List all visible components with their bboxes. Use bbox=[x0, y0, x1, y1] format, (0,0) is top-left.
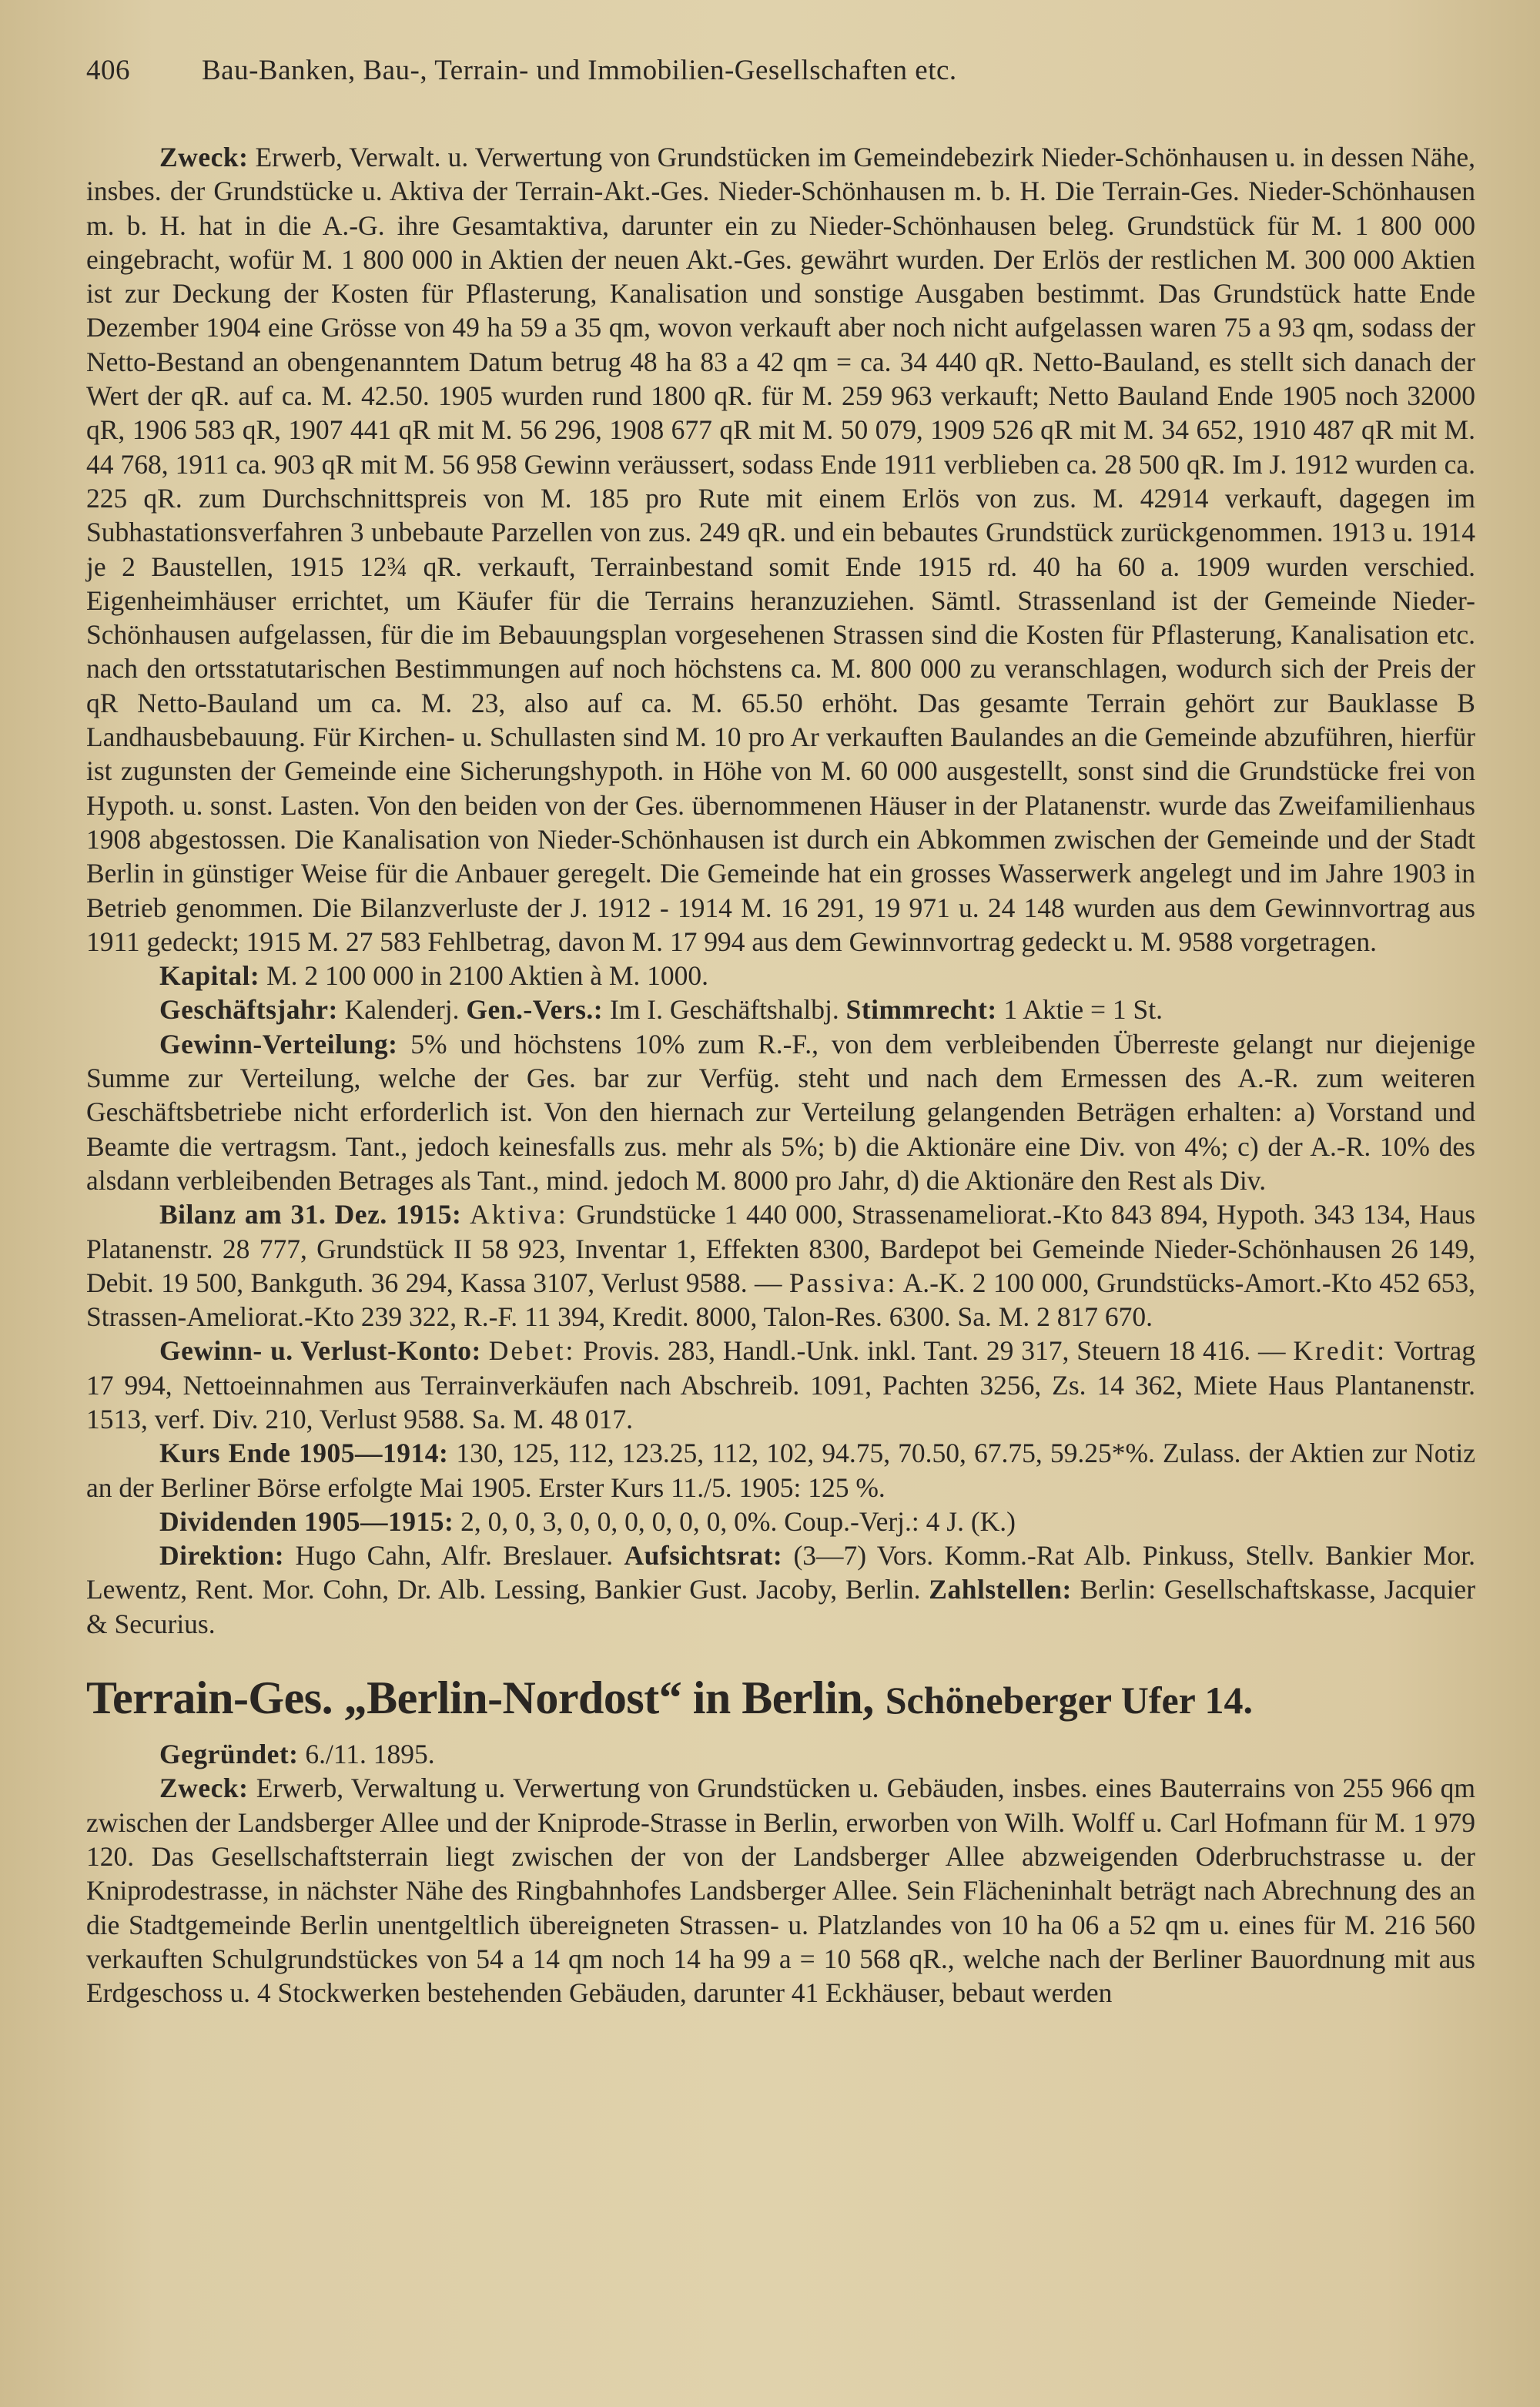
gewinn-verlust-label: Gewinn- u. Verlust-Konto: bbox=[159, 1335, 481, 1367]
dividenden-text: 2, 0, 0, 3, 0, 0, 0, 0, 0, 0, 0%. Coup.-Verj.: 4 J. (K.) bbox=[460, 1505, 1016, 1537]
running-title: Bau-Banken, Bau-, Terrain- und Immobilien-Gesellschaften etc. bbox=[202, 55, 957, 86]
kurs-paragraph bbox=[86, 1436, 1475, 1505]
aufsichtsrat-text: (3—7) Vors. Komm.-Rat Alb. Pinkuss, Stellv. Bankier Mor. Lewentz, Rent. Mor. Cohn, Dr. Alb. Lessing, Bankier Gust. Jacoby, Berlin. bbox=[86, 1540, 1476, 1605]
page-header bbox=[86, 54, 1475, 103]
zweck-paragraph bbox=[86, 140, 1475, 959]
bilanz-paragraph bbox=[86, 1197, 1475, 1334]
debet-label: Debet: bbox=[488, 1335, 576, 1367]
zweck-text: Erwerb, Verwalt. u. Verwertung von Grundstücken im Gemeindebezirk Nieder-Schönhausen u. in dessen Nähe, insbes. der Grundstücke u. Aktiva der Terrain-Akt.-Ges. Nieder-Schönhausen m. b. H. Die Terrain-Ges. Nieder-Schönhausen m. b. H. hat in die A.-G. ihre Gesamtaktiva, darunter ein zu Nieder-Schönhausen beleg. Grundstück für M. 1 800 000 eingebracht, wofür M. 1 800 000 in Aktien der neuen Akt.-Ges. gewährt wurden. Der Erlös der restlichen M. 300 000 Aktien ist zur Deckung der Kosten für Pflasterung, Kanalisation und sonstige Ausgaben bestimmt. Das Grundstück hatte Ende Dezember 1904 eine Grösse von 49 ha 59 a 35 qm, wovon verkauft aber noch nicht aufgelassen waren 75 a 93 qm, sodass der Netto-Bestand an obengenanntem Datum betrug 48 ha 83 a 42 qm = ca. 34 440 qR. Netto-Bauland, es stellt sich danach der Wert der qR. auf ca. M. 42.50. 1905 wurden rund 1800 qR. für M. 259 963 verkauft; Netto Bauland Ende 1905 noch 32000 qR, 1906 583 qR, 1907 441 qR mit M. 56 296, 1908 677 qR mit M. 50 079, 1909 526 qR mit M. 34 652, 1910 487 qR mit M. 44 768, 1911 ca. 903 qR mit M. 56 958 Gewinn veräussert, sodass Ende 1911 verblieben ca. 28 500 qR. Im J. 1912 wurden ca. 225 qR. zum Durchschnittspreis von M. 185 pro Rute mit einem Erlös von zus. M. 42914 verkauft, dagegen im Subhastationsverfahren 3 unbebaute Parzellen von zus. 249 qR. und ein bebautes Grundstück zurückgenommen. 1913 u. 1914 je 2 Baustellen, 1915 12¾ qR. verkauft, Terrainbestand somit Ende 1915 rd. 40 ha 60 a. 1909 wurden verschied. Eigenheimhäuser errichtet, um Käufer für die Terrains heranzuziehen. Sämtl. Strassenland ist der Gemeinde Nieder-Schönhausen aufgelassen, für die im Bebauungsplan vorgesehenen Strassen sind die Kosten für Pflasterung, Kanalisation etc. nach den ortsstatutarischen Bestimmungen auf noch höchstens ca. M. 800 000 zu veranschlagen, wodurch sich der Preis der qR Netto-Bauland um ca. M. 23, also auf ca. M. 65.50 erhöht. Das gesamte Terrain gehört zur Bauklasse B Landhausbebauung. Für Kirchen- u. Schullasten sind M. 10 pro Ar verkauften Baulandes an die Gemeinde abzuführen, hierfür ist zugunsten der Gemeinde eine Sicherungshypoth. in Höhe von M. 60 000 ausgestellt, sonst sind die Grundstücke frei von Hypoth. u. sonst. Lasten. Von den beiden von der Ges. übernommenen Häuser in der Platanenstr. wurde das Zweifamilienhaus 1908 abgestossen. Die Kanalisation von Nieder-Schönhausen ist durch ein Abkommen zwischen der Gemeinde und der Stadt Berlin in günstiger Weise für die Anbauer geregelt. Die Gemeinde hat ein grosses Wasserwerk angelegt und im Jahre 1903 in Betrieb genommen. Die Bilanzverluste der J. 1912 - 1914 M. 16 291, 19 971 u. 24 148 wurden aus dem Gewinnvortrag aus 1911 gedeckt; 1915 M. 27 583 Fehlbetrag, davon M. 17 994 aus dem Gewinnvortrag gedeckt u. M. 9588 vorgetragen. bbox=[86, 142, 1476, 957]
geschaeftsjahr-paragraph bbox=[86, 993, 1475, 1026]
page-number: 406 bbox=[86, 55, 130, 86]
company-entry-berlin-nordost bbox=[86, 1667, 1475, 2010]
passiva-label: Passiva: bbox=[788, 1267, 898, 1298]
kurs-label: Kurs Ende 1905—1914: bbox=[159, 1438, 449, 1469]
gewinn-verteilung-text: 5% und höchstens 10% zum R.-F., von dem verbleibenden Überreste gelangt nur diejenige Summe zur Verteilung, welche der Ges. bar zur Verfüg. steht und nach dem Ermessen des A.-R. zum weiteren Geschäftsbetriebe nicht erforderlich ist. Von den hiernach zur Verteilung gelangenden Beträgen erhalten: a) Vorstand und Beamte die vertragsm. Tant., jedoch keinesfalls zus. mehr als 5%; b) die Aktionäre eine Div. von 4%; c) der A.-R. 10% des alsdann verbleibenden Betrages als Tant., mind. jedoch M. 8000 pro Jahr, d) die Aktionäre den Rest als Div. bbox=[86, 1028, 1476, 1196]
gewinn-verteilung-paragraph bbox=[86, 1027, 1475, 1197]
direktion-paragraph bbox=[86, 1538, 1475, 1641]
dividenden-label: Dividenden 1905—1915: bbox=[159, 1505, 454, 1537]
direktion-label: Direktion: bbox=[159, 1540, 285, 1572]
kapital-text: M. 2 100 000 in 2100 Aktien à M. 1000. bbox=[266, 960, 709, 992]
kurs-text: 130, 125, 112, 123.25, 112, 102, 94.75, 70.50, 67.75, 59.25*%. Zulass. der Aktien zur Notiz an der Berliner Börse erfolgte Mai 1905. Erster Kurs 11./5. 1905: 125 %. bbox=[86, 1438, 1476, 1503]
direktion-text: Hugo Cahn, Alfr. Breslauer. bbox=[295, 1540, 614, 1572]
company-address: Schöneberger Ufer 14. bbox=[885, 1679, 1253, 1722]
zahlstellen-text: Berlin: Gesellschaftskasse, Jacquier & Securius. bbox=[86, 1574, 1476, 1639]
gegruendet-paragraph bbox=[86, 1737, 1475, 1771]
kapital-label: Kapital: bbox=[159, 960, 260, 992]
passiva-text: A.-K. 2 100 000, Grundstücks-Amort.-Kto 452 653, Strassen-Ameliorat.-Kto 239 322, R.-F. 11 394, Kredit. 8000, Talon-Res. 6300. Sa. M. 2 817 670. bbox=[86, 1267, 1475, 1333]
gen-vers-text: Im I. Geschäftshalbj. bbox=[609, 994, 839, 1026]
kapital-paragraph bbox=[86, 959, 1475, 993]
stimmrecht-label: Stimmrecht: bbox=[845, 994, 997, 1026]
zweck2-text: Erwerb, Verwaltung u. Verwertung von Grundstücken u. Gebäuden, insbes. eines Bauterrains von 255 966 qm zwischen der Landsberger Allee und der Kniprode-Strasse in Berlin, erworben von Wilh. Wolff u. Carl Hofmann für M. 1 979 120. Das Gesellschaftsterrain liegt zwischen der von der Landsberger Allee abzweigenden Oderbruchstrasse u. der Kniprodestrasse, in nächster Nähe des Ringbahnhofes Landsberger Allee. Sein Flächeninhalt beträgt nach Abrechnung des an die Stadtgemeinde Berlin unentgeltlich übereigneten Strassen- u. Platzlandes von 10 ha 06 a 52 qm u. eines für M. 216 560 verkauften Schulgrundstückes von 54 a 14 qm noch 14 ha 99 a = 10 568 qR., welche nach der Berliner Bauordnung mit aus Erdgeschoss u. 4 Stockwerken bestehenden Gebäuden, darunter 41 Eckhäuser, bebaut werden bbox=[86, 1773, 1476, 2009]
bilanz-label: Bilanz am 31. Dez. 1915: bbox=[159, 1199, 462, 1230]
dividenden-paragraph bbox=[86, 1505, 1475, 1538]
gegruendet-label: Gegründet: bbox=[159, 1739, 299, 1770]
aufsichtsrat-label: Aufsichtsrat: bbox=[624, 1540, 783, 1572]
geschaeftsjahr-text: Kalenderj. bbox=[344, 994, 460, 1026]
aktiva-label: Aktiva: bbox=[470, 1199, 568, 1230]
geschaeftsjahr-label: Geschäftsjahr: bbox=[159, 994, 338, 1026]
zweck2-paragraph bbox=[86, 1771, 1475, 2010]
stimmrecht-text: 1 Aktie = 1 St. bbox=[1003, 994, 1163, 1026]
gen-vers-label: Gen.-Vers.: bbox=[466, 994, 604, 1026]
gegruendet-text: 6./11. 1895. bbox=[305, 1739, 435, 1770]
kredit-text: Vortrag 17 994, Nettoeinnahmen aus Terrainverkäufen nach Abschreib. 1091, Pachten 3256, Zs. 14 362, Miete Haus Plantanenstr. 1513, verf. Div. 210, Verlust 9588. Sa. M. 48 017. bbox=[86, 1335, 1476, 1434]
gewinn-verteilung-label: Gewinn-Verteilung: bbox=[159, 1028, 398, 1060]
company-name: Terrain-Ges. „Berlin-Nordost“ in Berlin, bbox=[86, 1672, 874, 1724]
company-title bbox=[86, 1667, 1475, 1731]
debet-text: Provis. 283, Handl.-Unk. inkl. Tant. 29 317, Steuern 18 416. — bbox=[583, 1335, 1286, 1367]
zweck2-label: Zweck: bbox=[159, 1773, 249, 1804]
kredit-label: Kredit: bbox=[1293, 1335, 1387, 1367]
gewinn-verlust-paragraph bbox=[86, 1334, 1475, 1436]
zweck-label: Zweck: bbox=[159, 142, 249, 172]
aktiva-text: Grundstücke 1 440 000, Strassenameliorat.-Kto 843 894, Hypoth. 343 134, Haus Platanenstr. 28 777, Grundstück II 58 923, Inventar 1, Effekten 8300, Bardepot bei Gemeinde Nieder-Schönhausen 26 149, Debit. 19 500, Bankguth. 36 294, Kassa 3107, Verlust 9588. — bbox=[86, 1199, 1476, 1298]
zahlstellen-label: Zahlstellen: bbox=[929, 1574, 1072, 1605]
